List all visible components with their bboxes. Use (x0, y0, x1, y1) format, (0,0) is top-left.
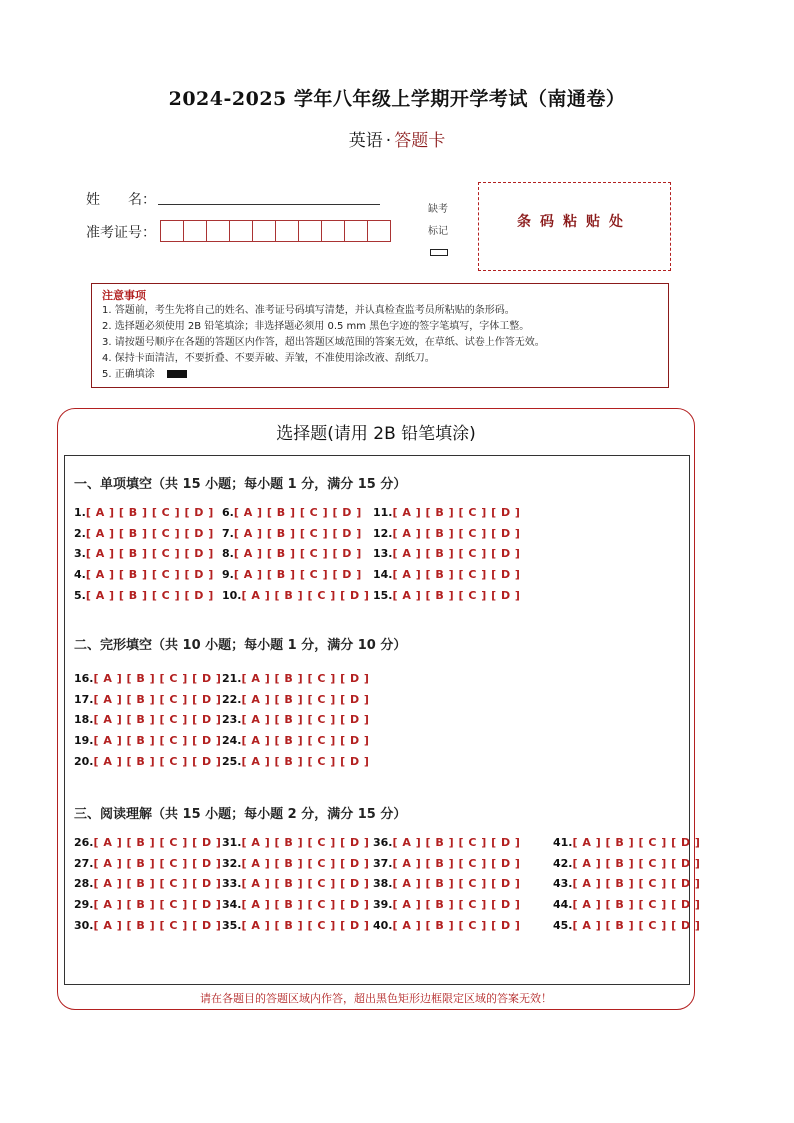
question-number: 43. (553, 877, 573, 891)
answer-options[interactable]: [ A ] [ B ] [ C ] [ D ] (93, 713, 222, 727)
question-item (222, 527, 362, 540)
question-number: 26. (74, 836, 94, 849)
question-number: 31. (222, 836, 242, 849)
exam-id-digit-box[interactable] (322, 221, 345, 241)
question-item (373, 568, 520, 581)
question-number: 9. (222, 568, 234, 582)
question-number: 6. (222, 506, 234, 519)
question-item (373, 857, 520, 870)
exam-id-digit-box[interactable] (253, 221, 276, 241)
absent-mark-label (418, 199, 458, 243)
question-number: 19. (74, 734, 94, 748)
exam-id-digit-box[interactable] (276, 221, 299, 241)
card-label: 答题卡 (394, 131, 446, 151)
answer-options[interactable]: [ A ] [ B ] [ C ] [ D ] (572, 856, 701, 870)
question-number: 40. (373, 918, 393, 932)
question-item (373, 589, 520, 602)
notice-box (91, 283, 669, 388)
question-item (74, 672, 221, 685)
question-item (222, 836, 369, 849)
exam-id-digit-box[interactable] (299, 221, 322, 241)
answer-options[interactable]: [ A ] [ B ] [ C ] [ D ] (392, 898, 521, 912)
absent-mark-box[interactable] (430, 249, 448, 256)
answer-options[interactable]: [ A ] [ B ] [ C ] [ D ] (392, 547, 521, 561)
question-item (222, 734, 369, 747)
question-item (74, 693, 221, 706)
question-item (74, 713, 221, 726)
answer-options[interactable]: [ A ] [ B ] [ C ] [ D ] (93, 918, 222, 932)
question-number: 20. (74, 754, 94, 768)
page-title: 2024-2025 学年八年级上学期开学考试（南通卷） (168, 88, 626, 110)
question-number: 5. (74, 588, 86, 602)
question-number: 45. (553, 918, 573, 932)
answer-options[interactable]: [ A ] [ B ] [ C ] [ D ] (241, 734, 370, 748)
answer-options[interactable]: [ A ] [ B ] [ C ] [ D ] (233, 526, 362, 540)
question-item (74, 506, 214, 519)
question-item (373, 547, 520, 560)
question-item (222, 898, 369, 911)
question-number: 3. (74, 547, 86, 561)
question-item (373, 877, 520, 890)
question-number: 25. (222, 754, 242, 768)
answer-options[interactable]: [ A ] [ B ] [ C ] [ D ] (572, 898, 701, 912)
question-number: 33. (222, 877, 242, 891)
question-number: 30. (74, 918, 94, 932)
answer-options[interactable]: [ A ] [ B ] [ C ] [ D ] (241, 856, 370, 870)
page-subtitle (0, 126, 794, 151)
question-item (373, 836, 520, 849)
notice-item-correct-fill (102, 367, 658, 383)
question-number: 13. (373, 547, 393, 561)
answer-options[interactable]: [ A ] [ B ] [ C ] [ D ] (241, 754, 370, 768)
question-item (74, 734, 221, 747)
question-item (74, 836, 221, 849)
section-heading-2: 二、完形填空（共 10 小题；每小题 1 分，满分 10 分） (74, 638, 407, 653)
question-item (373, 527, 520, 540)
question-number: 7. (222, 526, 234, 540)
exam-id-digit-box[interactable] (207, 221, 230, 241)
answer-options[interactable]: [ A ] [ B ] [ C ] [ D ] (392, 856, 521, 870)
question-number: 17. (74, 692, 94, 706)
question-item (74, 857, 221, 870)
answer-options[interactable]: [ A ] [ B ] [ C ] [ D ] (241, 918, 370, 932)
answer-options[interactable]: [ A ] [ B ] [ C ] [ D ] (392, 918, 521, 932)
question-number: 14. (373, 568, 393, 582)
question-number: 28. (74, 877, 94, 891)
answer-options[interactable]: [ A ] [ B ] [ C ] [ D ] (241, 588, 370, 602)
question-number: 4. (74, 568, 86, 582)
answer-options[interactable]: [ A ] [ B ] [ C ] [ D ] (93, 754, 222, 768)
answer-options[interactable]: [ A ] [ B ] [ C ] [ D ] (241, 713, 370, 727)
question-item (553, 877, 700, 890)
section-heading-3: 三、阅读理解（共 15 小题；每小题 2 分，满分 15 分） (74, 807, 407, 822)
answer-options[interactable]: [ A ] [ B ] [ C ] [ D ] (241, 877, 370, 891)
notice-item: 2. 选择题必须使用 2B 铅笔填涂；非选择题必须用 0.5 mm 黑色字迹的签字笔填写，字体工整。 (102, 321, 530, 332)
notice-item: 3. 请按题号顺序在各题的答题区内作答，超出答题区域范围的答案无效，在草纸、试卷上作答无效。 (102, 337, 545, 348)
question-item (373, 506, 520, 519)
answer-area-warning: 请在各题目的答题区域内作答，超出黑色矩形边框限定区域的答案无效！ (200, 992, 552, 1005)
question-item (222, 877, 369, 890)
question-number: 23. (222, 713, 242, 727)
absent-label-line1: 缺考 (428, 204, 448, 215)
answer-options[interactable]: [ A ] [ B ] [ C ] [ D ] (572, 877, 701, 891)
section-heading-1: 一、单项填空（共 15 小题；每小题 1 分，满分 15 分） (74, 477, 407, 492)
answer-options[interactable]: [ A ] [ B ] [ C ] [ D ] (392, 877, 521, 891)
answer-options[interactable]: [ A ] [ B ] [ C ] [ D ] (572, 836, 701, 849)
answer-options[interactable]: [ A ] [ B ] [ C ] [ D ] (241, 692, 370, 706)
exam-id-digit-box[interactable] (184, 221, 207, 241)
name-label: 姓 名： (86, 192, 156, 208)
question-number: 34. (222, 898, 242, 912)
separator: · (385, 131, 392, 151)
question-item (74, 877, 221, 890)
answer-options[interactable]: [ A ] [ B ] [ C ] [ D ] (392, 568, 521, 582)
answer-options[interactable]: [ A ] [ B ] [ C ] [ D ] (85, 547, 214, 561)
question-item (74, 589, 214, 602)
answer-options[interactable]: [ A ] [ B ] [ C ] [ D ] (93, 672, 222, 685)
question-number: 39. (373, 898, 393, 912)
question-item (373, 898, 520, 911)
answer-options[interactable]: [ A ] [ B ] [ C ] [ D ] (392, 526, 521, 540)
question-number: 18. (74, 713, 94, 727)
question-item (222, 589, 369, 602)
answer-options[interactable]: [ A ] [ B ] [ C ] [ D ] (233, 547, 362, 561)
question-item (373, 919, 520, 932)
question-number: 11. (373, 506, 393, 519)
question-item (222, 672, 369, 685)
id-label: 准考证号： (86, 225, 156, 241)
question-item (222, 547, 362, 560)
answer-options[interactable]: [ A ] [ B ] [ C ] [ D ] (392, 506, 521, 519)
question-item (553, 857, 700, 870)
answer-options[interactable]: [ A ] [ B ] [ C ] [ D ] (572, 918, 701, 932)
answer-options[interactable]: [ A ] [ B ] [ C ] [ D ] (85, 568, 214, 582)
question-number: 35. (222, 918, 242, 932)
question-item (222, 693, 369, 706)
question-item (222, 755, 369, 768)
question-number: 36. (373, 836, 393, 849)
question-item (74, 547, 214, 560)
choice-section-title: 选择题(请用 2B 铅笔填涂) (276, 424, 476, 444)
subject-label: 英语 (348, 131, 383, 151)
question-number: 2. (74, 526, 86, 540)
barcode-label: 条码粘贴处 (517, 213, 632, 230)
question-item (74, 527, 214, 540)
answer-options[interactable]: [ A ] [ B ] [ C ] [ D ] (233, 506, 362, 519)
question-number: 38. (373, 877, 393, 891)
exam-id-digit-box[interactable] (368, 221, 390, 241)
question-item (222, 857, 369, 870)
answer-options[interactable]: [ A ] [ B ] [ C ] [ D ] (93, 856, 222, 870)
answer-options[interactable]: [ A ] [ B ] [ C ] [ D ] (392, 588, 521, 602)
question-item (222, 919, 369, 932)
question-item (222, 506, 362, 519)
answer-options[interactable]: [ A ] [ B ] [ C ] [ D ] (85, 506, 214, 519)
question-number: 27. (74, 856, 94, 870)
answer-options[interactable]: [ A ] [ B ] [ C ] [ D ] (241, 836, 370, 849)
question-item (74, 755, 221, 768)
notice-item: 1. 答题前，考生先将自己的姓名、准考证号码填写清楚，并认真检查监考员所粘贴的条形码。 (102, 305, 515, 316)
answer-options[interactable]: [ A ] [ B ] [ C ] [ D ] (241, 898, 370, 912)
answer-options[interactable]: [ A ] [ B ] [ C ] [ D ] (93, 877, 222, 891)
answer-options[interactable]: [ A ] [ B ] [ C ] [ D ] (93, 836, 222, 849)
question-item (222, 713, 369, 726)
question-number: 15. (373, 588, 393, 602)
question-number: 12. (373, 526, 393, 540)
answer-options[interactable]: [ A ] [ B ] [ C ] [ D ] (93, 692, 222, 706)
question-number: 44. (553, 898, 573, 912)
question-number: 1. (74, 506, 86, 519)
question-item (74, 898, 221, 911)
question-number: 24. (222, 734, 242, 748)
question-item (74, 919, 221, 932)
question-number: 29. (74, 898, 94, 912)
question-item (222, 568, 362, 581)
answer-options[interactable]: [ A ] [ B ] [ C ] [ D ] (233, 568, 362, 582)
question-item (553, 898, 700, 911)
exam-id-digit-box[interactable] (161, 221, 184, 241)
question-number: 8. (222, 547, 234, 561)
notice-item: 4. 保持卡面清洁，不要折叠、不要弄破、弄皱，不准使用涂改液、刮纸刀。 (102, 353, 435, 364)
question-number: 41. (553, 836, 573, 849)
exam-id-digit-box[interactable] (345, 221, 368, 241)
answer-options[interactable]: [ A ] [ B ] [ C ] [ D ] (93, 734, 222, 748)
answer-options[interactable]: [ A ] [ B ] [ C ] [ D ] (85, 588, 214, 602)
question-item (74, 568, 214, 581)
question-number: 10. (222, 588, 242, 602)
answer-options[interactable]: [ A ] [ B ] [ C ] [ D ] (241, 672, 370, 685)
question-number: 22. (222, 692, 242, 706)
name-field[interactable] (158, 204, 380, 205)
barcode-area (478, 182, 671, 271)
question-number: 32. (222, 856, 242, 870)
question-item (553, 836, 700, 849)
question-number: 42. (553, 856, 573, 870)
answer-options[interactable]: [ A ] [ B ] [ C ] [ D ] (93, 898, 222, 912)
question-number: 21. (222, 672, 242, 685)
correct-fill-sample (167, 370, 187, 378)
exam-id-boxes[interactable] (160, 220, 391, 242)
question-number: 16. (74, 672, 94, 685)
notice-heading: 注意事项 (102, 289, 146, 302)
absent-label-line2: 标记 (428, 226, 448, 237)
answer-options[interactable]: [ A ] [ B ] [ C ] [ D ] (392, 836, 521, 849)
notice-item-text: 5. 正确填涂 (102, 369, 155, 380)
exam-id-digit-box[interactable] (230, 221, 253, 241)
answer-options[interactable]: [ A ] [ B ] [ C ] [ D ] (85, 526, 214, 540)
question-item (553, 919, 700, 932)
question-number: 37. (373, 856, 393, 870)
